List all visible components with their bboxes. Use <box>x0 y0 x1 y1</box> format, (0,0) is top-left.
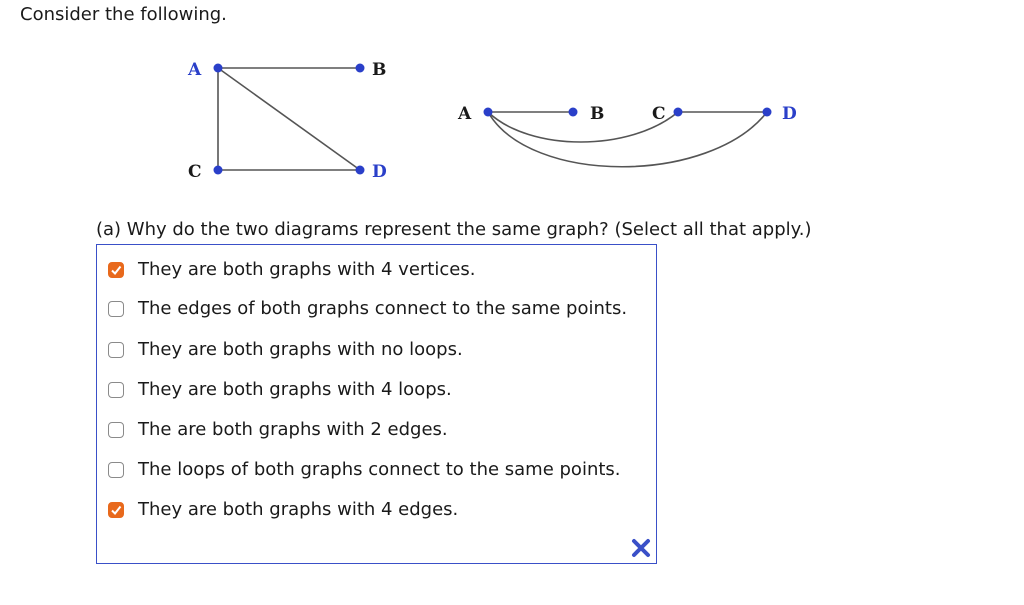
graph-2-label-c: C <box>652 104 666 124</box>
option-4-vertices[interactable] <box>108 258 475 282</box>
graph-1-label-a: A <box>188 60 202 80</box>
checkbox[interactable] <box>108 262 124 278</box>
option-label: The are both graphs with 2 edges. <box>138 419 448 440</box>
x-mark-icon <box>631 538 651 558</box>
graph-2-edge-a-c <box>488 112 678 142</box>
graph-1-vertex-c <box>214 166 223 175</box>
graph-2-label-d: D <box>782 104 797 124</box>
question-text: (a) Why do the two diagrams represent the same graph? (Select all that apply.) <box>96 219 812 240</box>
graph-2-label-b: B <box>590 104 605 124</box>
graph-1-label-b: B <box>372 60 387 80</box>
graph-2-vertex-c <box>674 108 683 117</box>
checkmark-icon <box>110 264 122 276</box>
checkbox[interactable] <box>108 462 124 478</box>
prompt-text: Consider the following. <box>20 4 227 25</box>
option-label: They are both graphs with 4 loops. <box>138 379 452 400</box>
option-label: They are both graphs with 4 vertices. <box>138 259 476 280</box>
graph-1-label-d: D <box>372 162 387 182</box>
option-4-loops[interactable] <box>108 378 452 402</box>
option-edges-same-points[interactable] <box>108 297 627 321</box>
option-label: The loops of both graphs connect to the same points. <box>138 459 621 480</box>
graph-1-edge-a-d <box>218 68 360 170</box>
option-4-edges[interactable] <box>108 498 458 522</box>
checkbox[interactable] <box>108 342 124 358</box>
graph-2 <box>457 104 797 167</box>
checkbox[interactable] <box>108 422 124 438</box>
option-label: They are both graphs with 4 edges. <box>138 499 459 520</box>
graph-1-vertex-a <box>214 64 223 73</box>
graph-1-vertex-b <box>356 64 365 73</box>
graph-2-label-a: A <box>458 104 472 124</box>
graph-2-vertex-d <box>763 108 772 117</box>
checkbox[interactable] <box>108 301 124 317</box>
graph-1-label-c: C <box>188 162 202 182</box>
checkmark-icon <box>110 504 122 516</box>
graph-1 <box>187 60 387 182</box>
graph-2-vertex-b <box>569 108 578 117</box>
option-label: The edges of both graphs connect to the same points. <box>138 298 628 319</box>
option-2-edges[interactable] <box>108 418 448 442</box>
option-no-loops[interactable] <box>108 338 463 362</box>
checkbox[interactable] <box>108 502 124 518</box>
option-loops-same-points[interactable] <box>108 458 621 482</box>
checkbox[interactable] <box>108 382 124 398</box>
graph-2-vertex-a <box>484 108 493 117</box>
graph-diagrams <box>0 0 1024 200</box>
option-label: They are both graphs with no loops. <box>138 339 463 360</box>
graph-2-edge-a-d <box>488 112 767 167</box>
graph-1-vertex-d <box>356 166 365 175</box>
